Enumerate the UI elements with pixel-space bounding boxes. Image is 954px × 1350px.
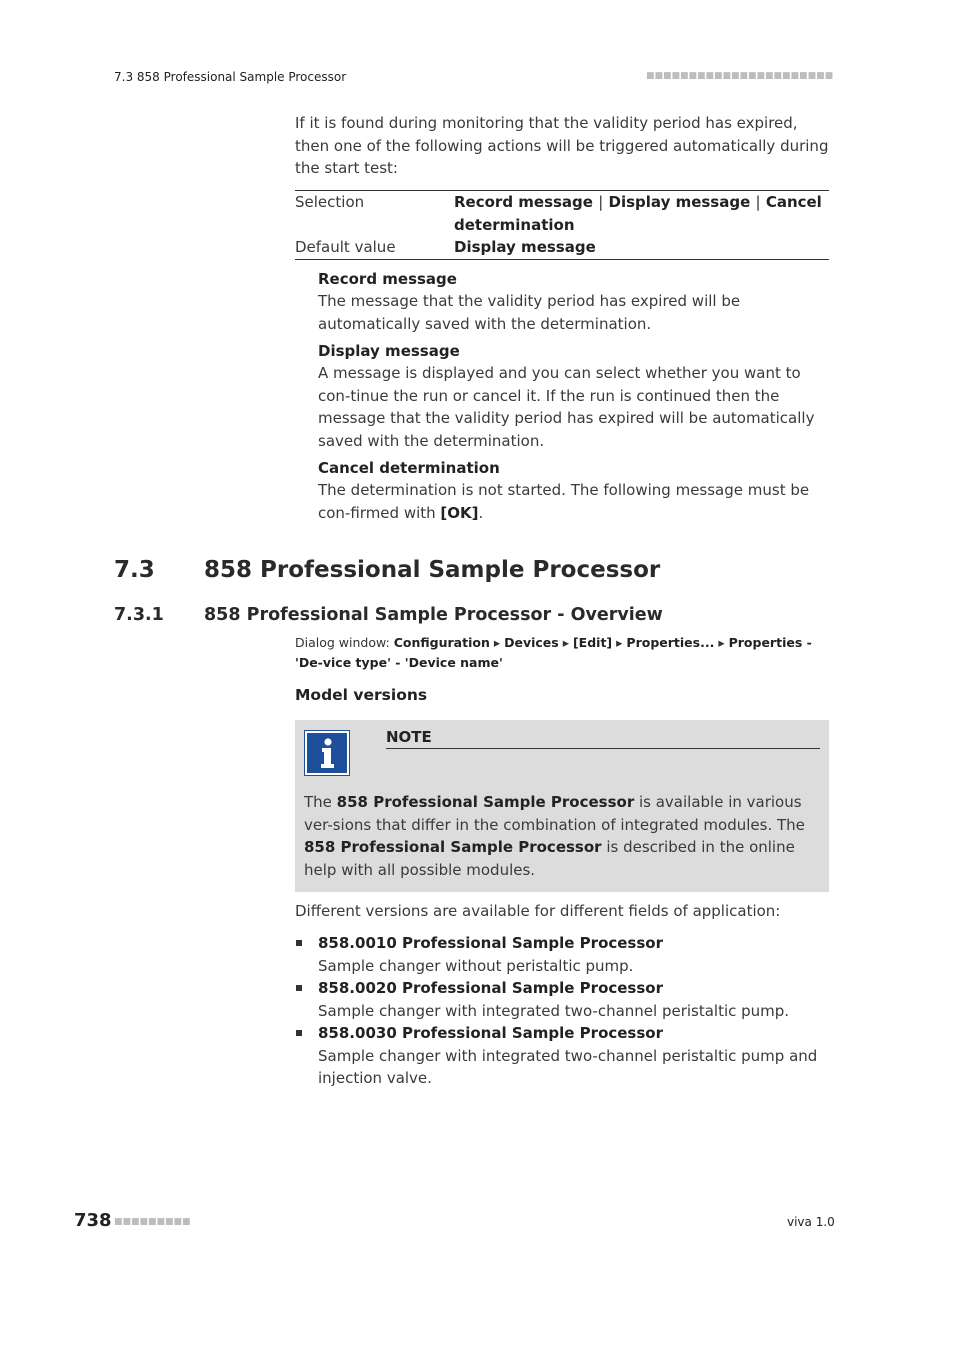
list-item-description: Sample changer with integrated two-channel peristaltic pump. xyxy=(318,1001,790,1020)
versions-intro-text: Different versions are available for different fields of application: xyxy=(295,902,781,920)
separator: | xyxy=(598,193,604,211)
option-description: A message is displayed and you can select whether you want to con-tinue the run or cancel it. If the run is continued then the message that the validity period has expired will be automatically saved with the determination. xyxy=(318,364,815,450)
running-header-title: 7.3 858 Professional Sample Processor xyxy=(114,70,347,84)
intro-paragraph: If it is found during monitoring that the validity period has expired, then one of the following actions will be triggered automatically during the start test: xyxy=(295,114,829,177)
note-label: NOTE xyxy=(386,728,820,749)
list-item-title: 858.0010 Professional Sample Processor xyxy=(318,934,663,952)
section-number: 7.3 xyxy=(114,557,155,583)
option-title: Record message xyxy=(318,270,457,288)
footer-product-version: viva 1.0 xyxy=(787,1215,835,1229)
option-title: Display message xyxy=(318,342,460,360)
param-label-selection: Selection xyxy=(295,193,365,211)
arrow-right-icon: ▸ xyxy=(562,635,569,650)
arrow-right-icon: ▸ xyxy=(718,635,725,650)
note-text: The 858 Professional Sample Processor is available in various ver-sions that differ in the combination of integrated modules. The 858 Professional Sample Processor is described in the online help with all possible modules. xyxy=(304,793,805,879)
footer-decorative-dots: ■■■■■■■■■ xyxy=(114,1217,191,1227)
parameter-table xyxy=(295,190,829,260)
section-title: 858 Professional Sample Processor xyxy=(204,557,661,583)
subsection-number: 7.3.1 xyxy=(114,605,164,625)
list-item-description: Sample changer without peristaltic pump. xyxy=(318,956,634,975)
param-row-selection xyxy=(295,191,829,236)
model-versions-list xyxy=(296,932,830,1090)
model-versions-heading: Model versions xyxy=(295,686,428,704)
subsection-heading xyxy=(114,605,663,625)
page-number: 738 xyxy=(74,1210,112,1231)
ok-button-reference: [OK] xyxy=(440,503,479,522)
list-item xyxy=(296,932,830,977)
param-value-selection xyxy=(454,191,829,236)
selection-option-record: Record message xyxy=(454,193,593,211)
list-item-title: 858.0030 Professional Sample Processor xyxy=(318,1024,663,1042)
option-record-message xyxy=(318,268,830,335)
option-description: The message that the validity period has expired will be automatically saved with the determination. xyxy=(318,292,741,333)
bullet-square-icon xyxy=(296,1030,302,1036)
option-cancel-determination xyxy=(318,457,830,524)
param-row-default xyxy=(295,236,829,259)
section-heading xyxy=(114,557,660,583)
list-item-title: 858.0020 Professional Sample Processor xyxy=(318,979,663,997)
arrow-right-icon: ▸ xyxy=(616,635,623,650)
selection-option-cancel: Cancel determination xyxy=(454,193,822,234)
bullet-square-icon xyxy=(296,940,302,946)
option-display-message xyxy=(318,340,830,452)
list-item xyxy=(296,1022,830,1090)
selection-option-display: Display message xyxy=(608,193,751,211)
option-description: The determination is not started. The following message must be con-firmed with [OK]. xyxy=(318,481,810,522)
arrow-right-icon: ▸ xyxy=(493,635,501,650)
option-title: Cancel determination xyxy=(318,459,500,477)
dialog-window-path: Dialog window: Configuration ▸ Devices ▸ [Edit] ▸ Properties... ▸ Properties - 'De-vice type' - 'Device name' xyxy=(295,635,812,670)
info-icon xyxy=(304,730,350,776)
bullet-square-icon xyxy=(296,985,302,991)
header-decorative-dots: ■■■■■■■■■■■■■■■■■■■■■■ xyxy=(646,71,834,81)
list-item-description: Sample changer with integrated two-channel peristaltic pump and injection valve. xyxy=(318,1046,818,1087)
separator: | xyxy=(755,193,761,211)
list-item xyxy=(296,977,830,1022)
param-value-default: Display message xyxy=(454,238,596,256)
subsection-title: 858 Professional Sample Processor - Overview xyxy=(204,605,663,625)
param-label-default: Default value xyxy=(295,238,396,256)
